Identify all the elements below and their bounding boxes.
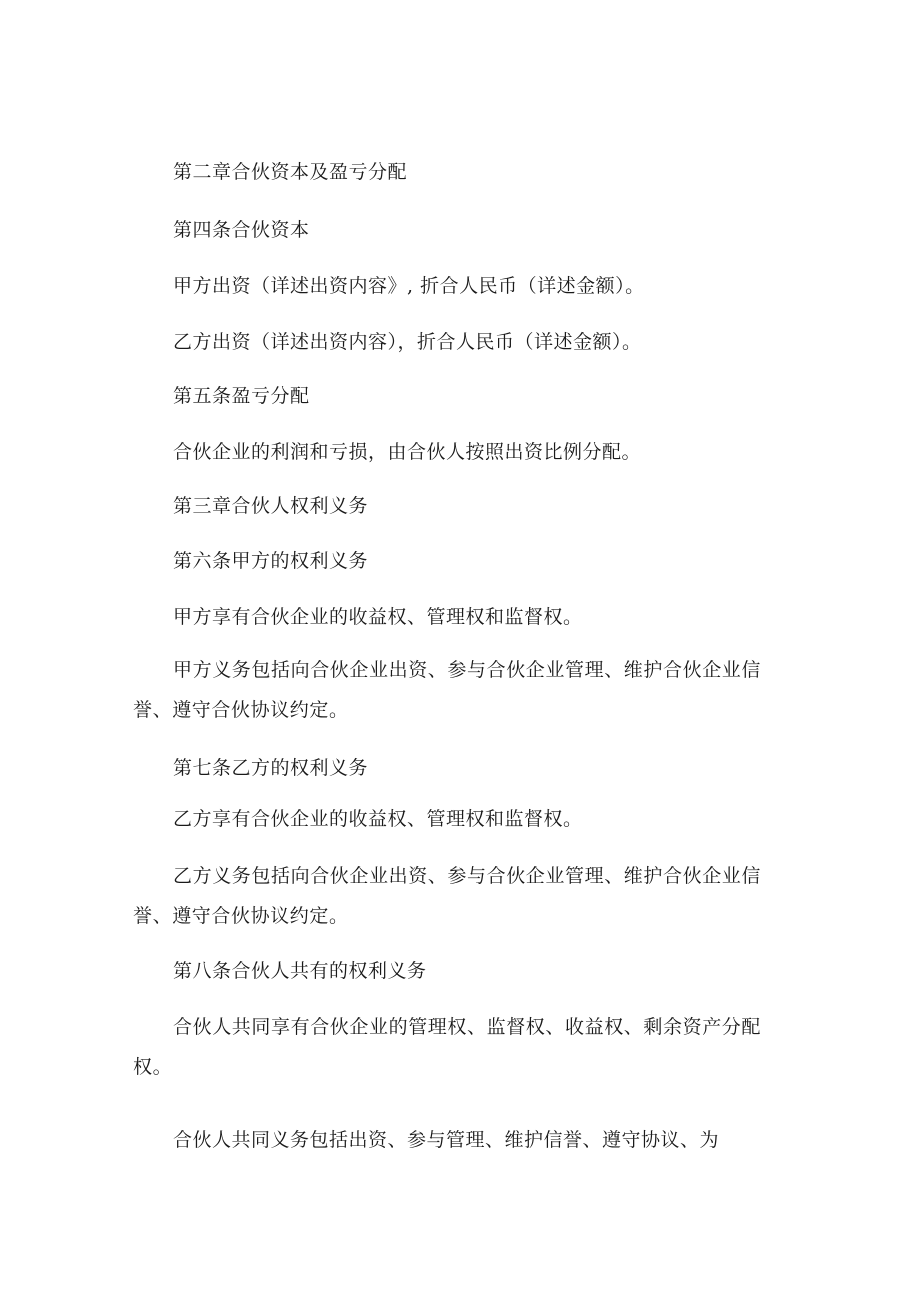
- party-a-capital-line: 甲方出资（详述出资内容》, 折合人民币（详述金额）。: [173, 275, 645, 297]
- profit-loss-line: 合伙企业的利润和亏损，由合伙人按照出资比例分配。: [173, 441, 642, 463]
- party-b-capital-line: 乙方出资（详述出资内容），折合人民币（详述金额）。: [173, 331, 642, 353]
- joint-rights-paragraph: 合伙人共同享有合伙企业的管理权、监督权、收益权、剩余资产分配权。: [133, 1016, 762, 1078]
- party-a-rights-line: 甲方享有合伙企业的收益权、管理权和监督权。: [173, 606, 583, 628]
- article-6-heading: 第六条甲方的权利义务: [173, 550, 369, 572]
- article-7-heading: 第七条乙方的权利义务: [173, 757, 369, 779]
- article-8-heading: 第八条合伙人共有的权利义务: [173, 960, 427, 982]
- party-b-obligations-paragraph: 乙方义务包括向合伙企业出资、参与合伙企业管理、维护合伙企业信誉、遵守合伙协议约定。: [133, 865, 762, 927]
- party-b-rights-line: 乙方享有合伙企业的收益权、管理权和监督权。: [173, 808, 583, 830]
- article-5-heading: 第五条盈亏分配: [173, 385, 310, 407]
- chapter-3-heading: 第三章合伙人权利义务: [173, 495, 369, 517]
- chapter-2-heading: 第二章合伙资本及盈亏分配: [173, 161, 408, 183]
- party-a-obligations-paragraph: 甲方义务包括向合伙企业出资、参与合伙企业管理、维护合伙企业信誉、遵守合伙协议约定。: [133, 659, 762, 721]
- joint-obligations-line: 合伙人共同义务包括出资、参与管理、维护信誉、遵守协议、为: [173, 1129, 720, 1151]
- article-4-heading: 第四条合伙资本: [173, 219, 310, 241]
